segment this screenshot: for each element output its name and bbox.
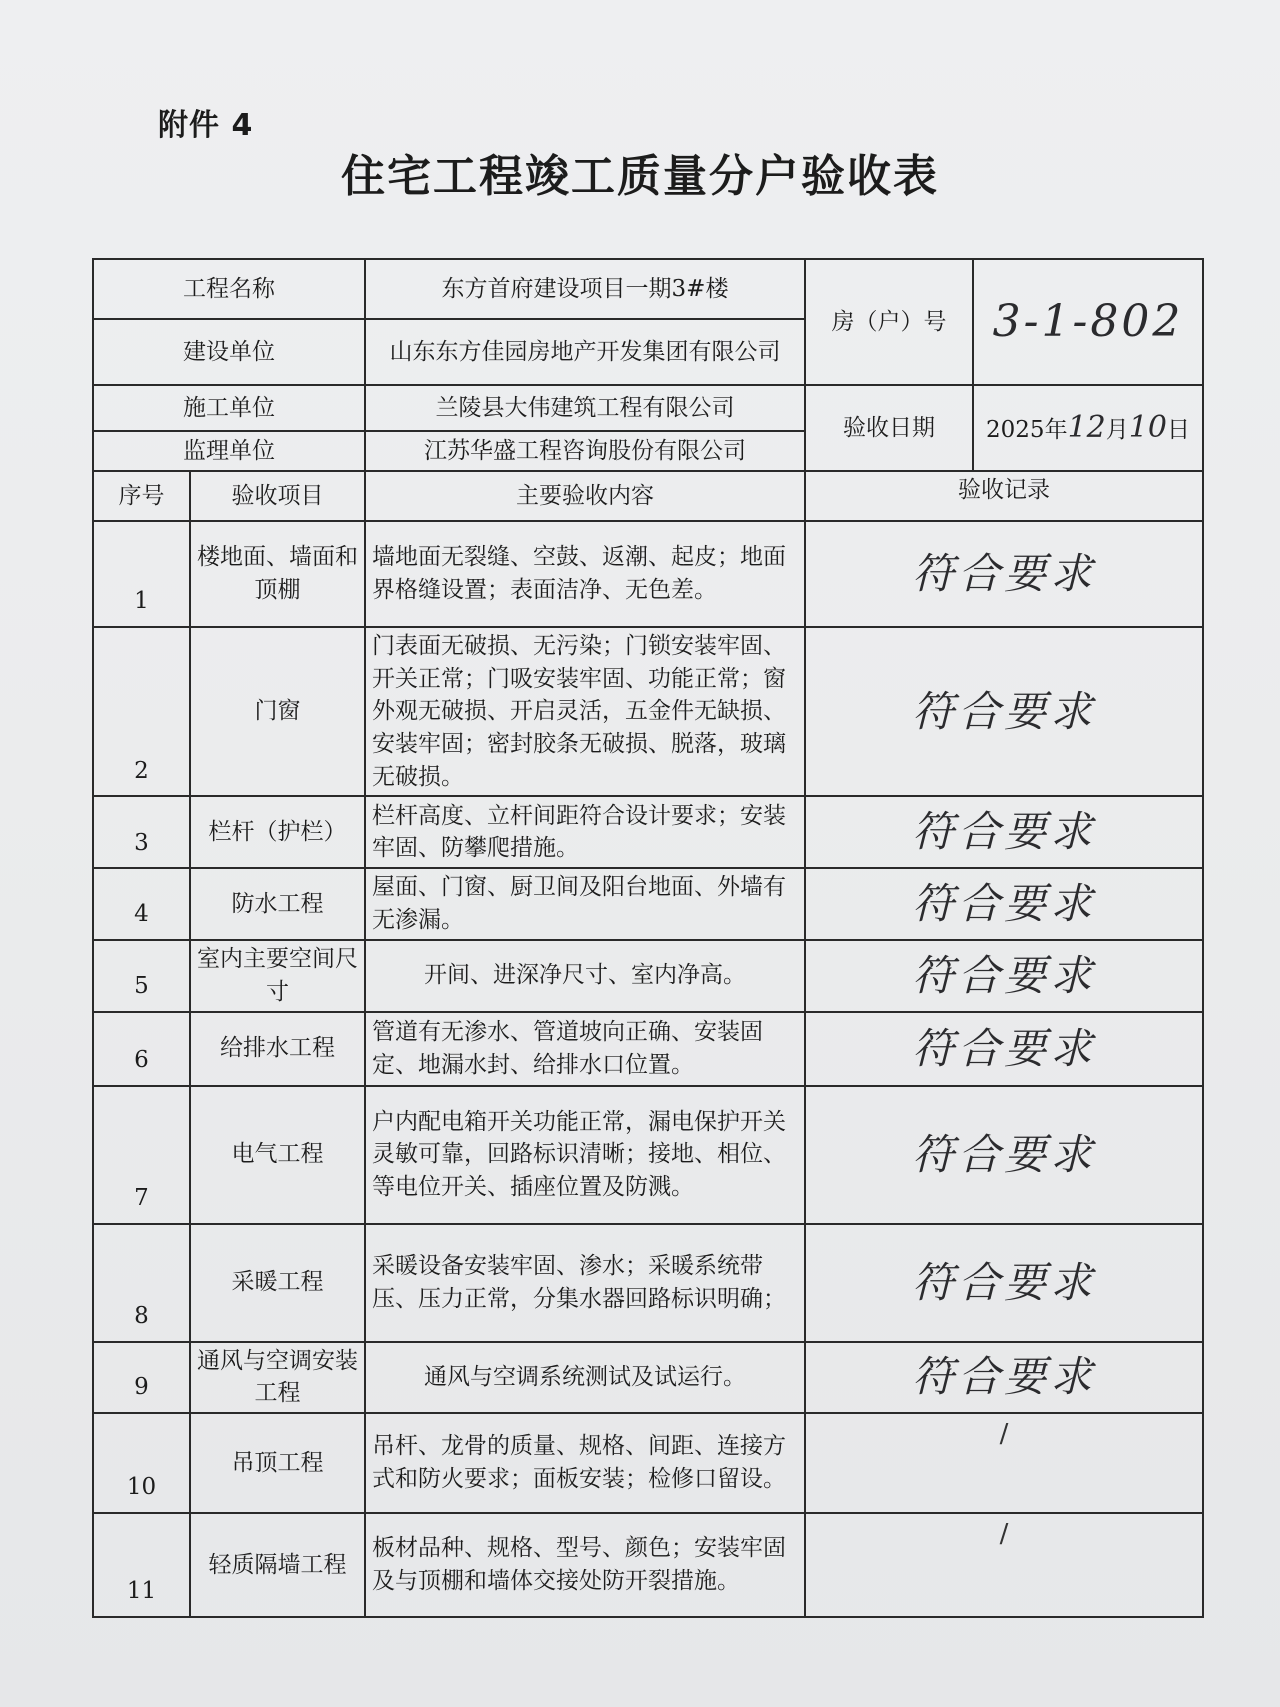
row-seq: 4 (93, 868, 190, 939)
row-content: 通风与空调系统测试及试运行。 (365, 1342, 805, 1413)
inspection-table (92, 258, 1204, 1618)
row-item: 栏杆（护栏） (190, 796, 365, 868)
row-item: 防水工程 (190, 868, 365, 939)
col-record: 验收记录 (805, 471, 1203, 521)
row-record-handwritten: 符合要求 (805, 796, 1203, 868)
table-row (93, 521, 1203, 627)
row-content: 开间、进深净尺寸、室内净高。 (365, 940, 805, 1012)
table-row (93, 1012, 1203, 1086)
table-row (93, 940, 1203, 1012)
project-name-label: 工程名称 (93, 259, 365, 319)
table-row (93, 627, 1203, 796)
row-record-slash: / (805, 1513, 1203, 1617)
date-day-handwritten: 10 (1128, 409, 1167, 445)
row-item: 电气工程 (190, 1086, 365, 1224)
date-year: 2025年 (986, 416, 1068, 443)
room-label: 房（户）号 (805, 259, 973, 385)
column-header-row (93, 471, 1203, 521)
contractor-label: 施工单位 (93, 385, 365, 431)
row-item: 门窗 (190, 627, 365, 796)
date-day-unit: 日 (1166, 416, 1190, 443)
row-record-handwritten: 符合要求 (805, 1224, 1203, 1342)
row-seq: 2 (93, 627, 190, 796)
table-row (93, 868, 1203, 939)
row-record-handwritten: 符合要求 (805, 940, 1203, 1012)
row-content: 墙地面无裂缝、空鼓、返潮、起皮；地面界格缝设置；表面洁净、无色差。 (365, 521, 805, 627)
project-name-value: 东方首府建设项目一期3#楼 (365, 259, 805, 319)
annex-label: 附件 4 (158, 108, 254, 143)
table-row (93, 1086, 1203, 1224)
contractor-value: 兰陵县大伟建筑工程有限公司 (365, 385, 805, 431)
table-row (93, 1224, 1203, 1342)
row-content: 板材品种、规格、型号、颜色；安装牢固及与顶棚和墙体交接处防开裂措施。 (365, 1513, 805, 1617)
inspection-date (973, 385, 1203, 471)
row-seq: 9 (93, 1342, 190, 1413)
table-row (93, 1413, 1203, 1513)
row-item: 轻质隔墙工程 (190, 1513, 365, 1617)
supervisor-value: 江苏华盛工程咨询股份有限公司 (365, 431, 805, 471)
row-seq: 8 (93, 1224, 190, 1342)
row-seq: 6 (93, 1012, 190, 1086)
row-content: 管道有无渗水、管道坡向正确、安装固定、地漏水封、给排水口位置。 (365, 1012, 805, 1086)
builder-value: 山东东方佳园房地产开发集团有限公司 (365, 319, 805, 385)
info-row-contractor (93, 385, 1203, 431)
room-number-handwritten: 3-1-802 (973, 259, 1203, 385)
row-content: 屋面、门窗、厨卫间及阳台地面、外墙有无渗漏。 (365, 868, 805, 939)
row-content: 门表面无破损、无污染；门锁安装牢固、开关正常；门吸安装牢固、功能正常；窗外观无破损、开启灵活，五金件无缺损、 安装牢固；密封胶条无破损、脱落，玻璃无破损。 (365, 627, 805, 796)
row-content: 户内配电箱开关功能正常，漏电保护开关灵敏可靠，回路标识清晰；接地、相位、等电位开关、插座位置及防溅。 (365, 1086, 805, 1224)
col-item: 验收项目 (190, 471, 365, 521)
row-seq: 11 (93, 1513, 190, 1617)
row-item: 楼地面、墙面和顶棚 (190, 521, 365, 627)
row-record-handwritten: 符合要求 (805, 1086, 1203, 1224)
row-item: 给排水工程 (190, 1012, 365, 1086)
row-item: 采暖工程 (190, 1224, 365, 1342)
row-record-handwritten: 符合要求 (805, 868, 1203, 939)
row-item: 吊顶工程 (190, 1413, 365, 1513)
date-month-handwritten: 12 (1067, 409, 1106, 445)
row-seq: 5 (93, 940, 190, 1012)
row-content: 吊杆、龙骨的质量、规格、间距、连接方式和防火要求；面板安装；检修口留设。 (365, 1413, 805, 1513)
row-record-slash: / (805, 1413, 1203, 1513)
row-item: 通风与空调安装工程 (190, 1342, 365, 1413)
date-month-unit: 月 (1105, 416, 1129, 443)
builder-label: 建设单位 (93, 319, 365, 385)
row-record-handwritten: 符合要求 (805, 521, 1203, 627)
row-content: 采暖设备安装牢固、渗水；采暖系统带压、压力正常，分集水器回路标识明确； (365, 1224, 805, 1342)
info-row-project (93, 259, 1203, 319)
row-item: 室内主要空间尺寸 (190, 940, 365, 1012)
row-record-handwritten: 符合要求 (805, 1012, 1203, 1086)
page-title: 住宅工程竣工质量分户验收表 (341, 151, 939, 202)
table-row (93, 796, 1203, 868)
row-seq: 3 (93, 796, 190, 868)
row-seq: 7 (93, 1086, 190, 1224)
row-content: 栏杆高度、立杆间距符合设计要求；安装牢固、防攀爬措施。 (365, 796, 805, 868)
date-label: 验收日期 (805, 385, 973, 471)
col-content: 主要验收内容 (365, 471, 805, 521)
col-seq: 序号 (93, 471, 190, 521)
row-record-handwritten: 符合要求 (805, 1342, 1203, 1413)
supervisor-label: 监理单位 (93, 431, 365, 471)
row-record-handwritten: 符合要求 (805, 627, 1203, 796)
row-seq: 10 (93, 1413, 190, 1513)
table-row (93, 1513, 1203, 1617)
table-row (93, 1342, 1203, 1413)
row-seq: 1 (93, 521, 190, 627)
